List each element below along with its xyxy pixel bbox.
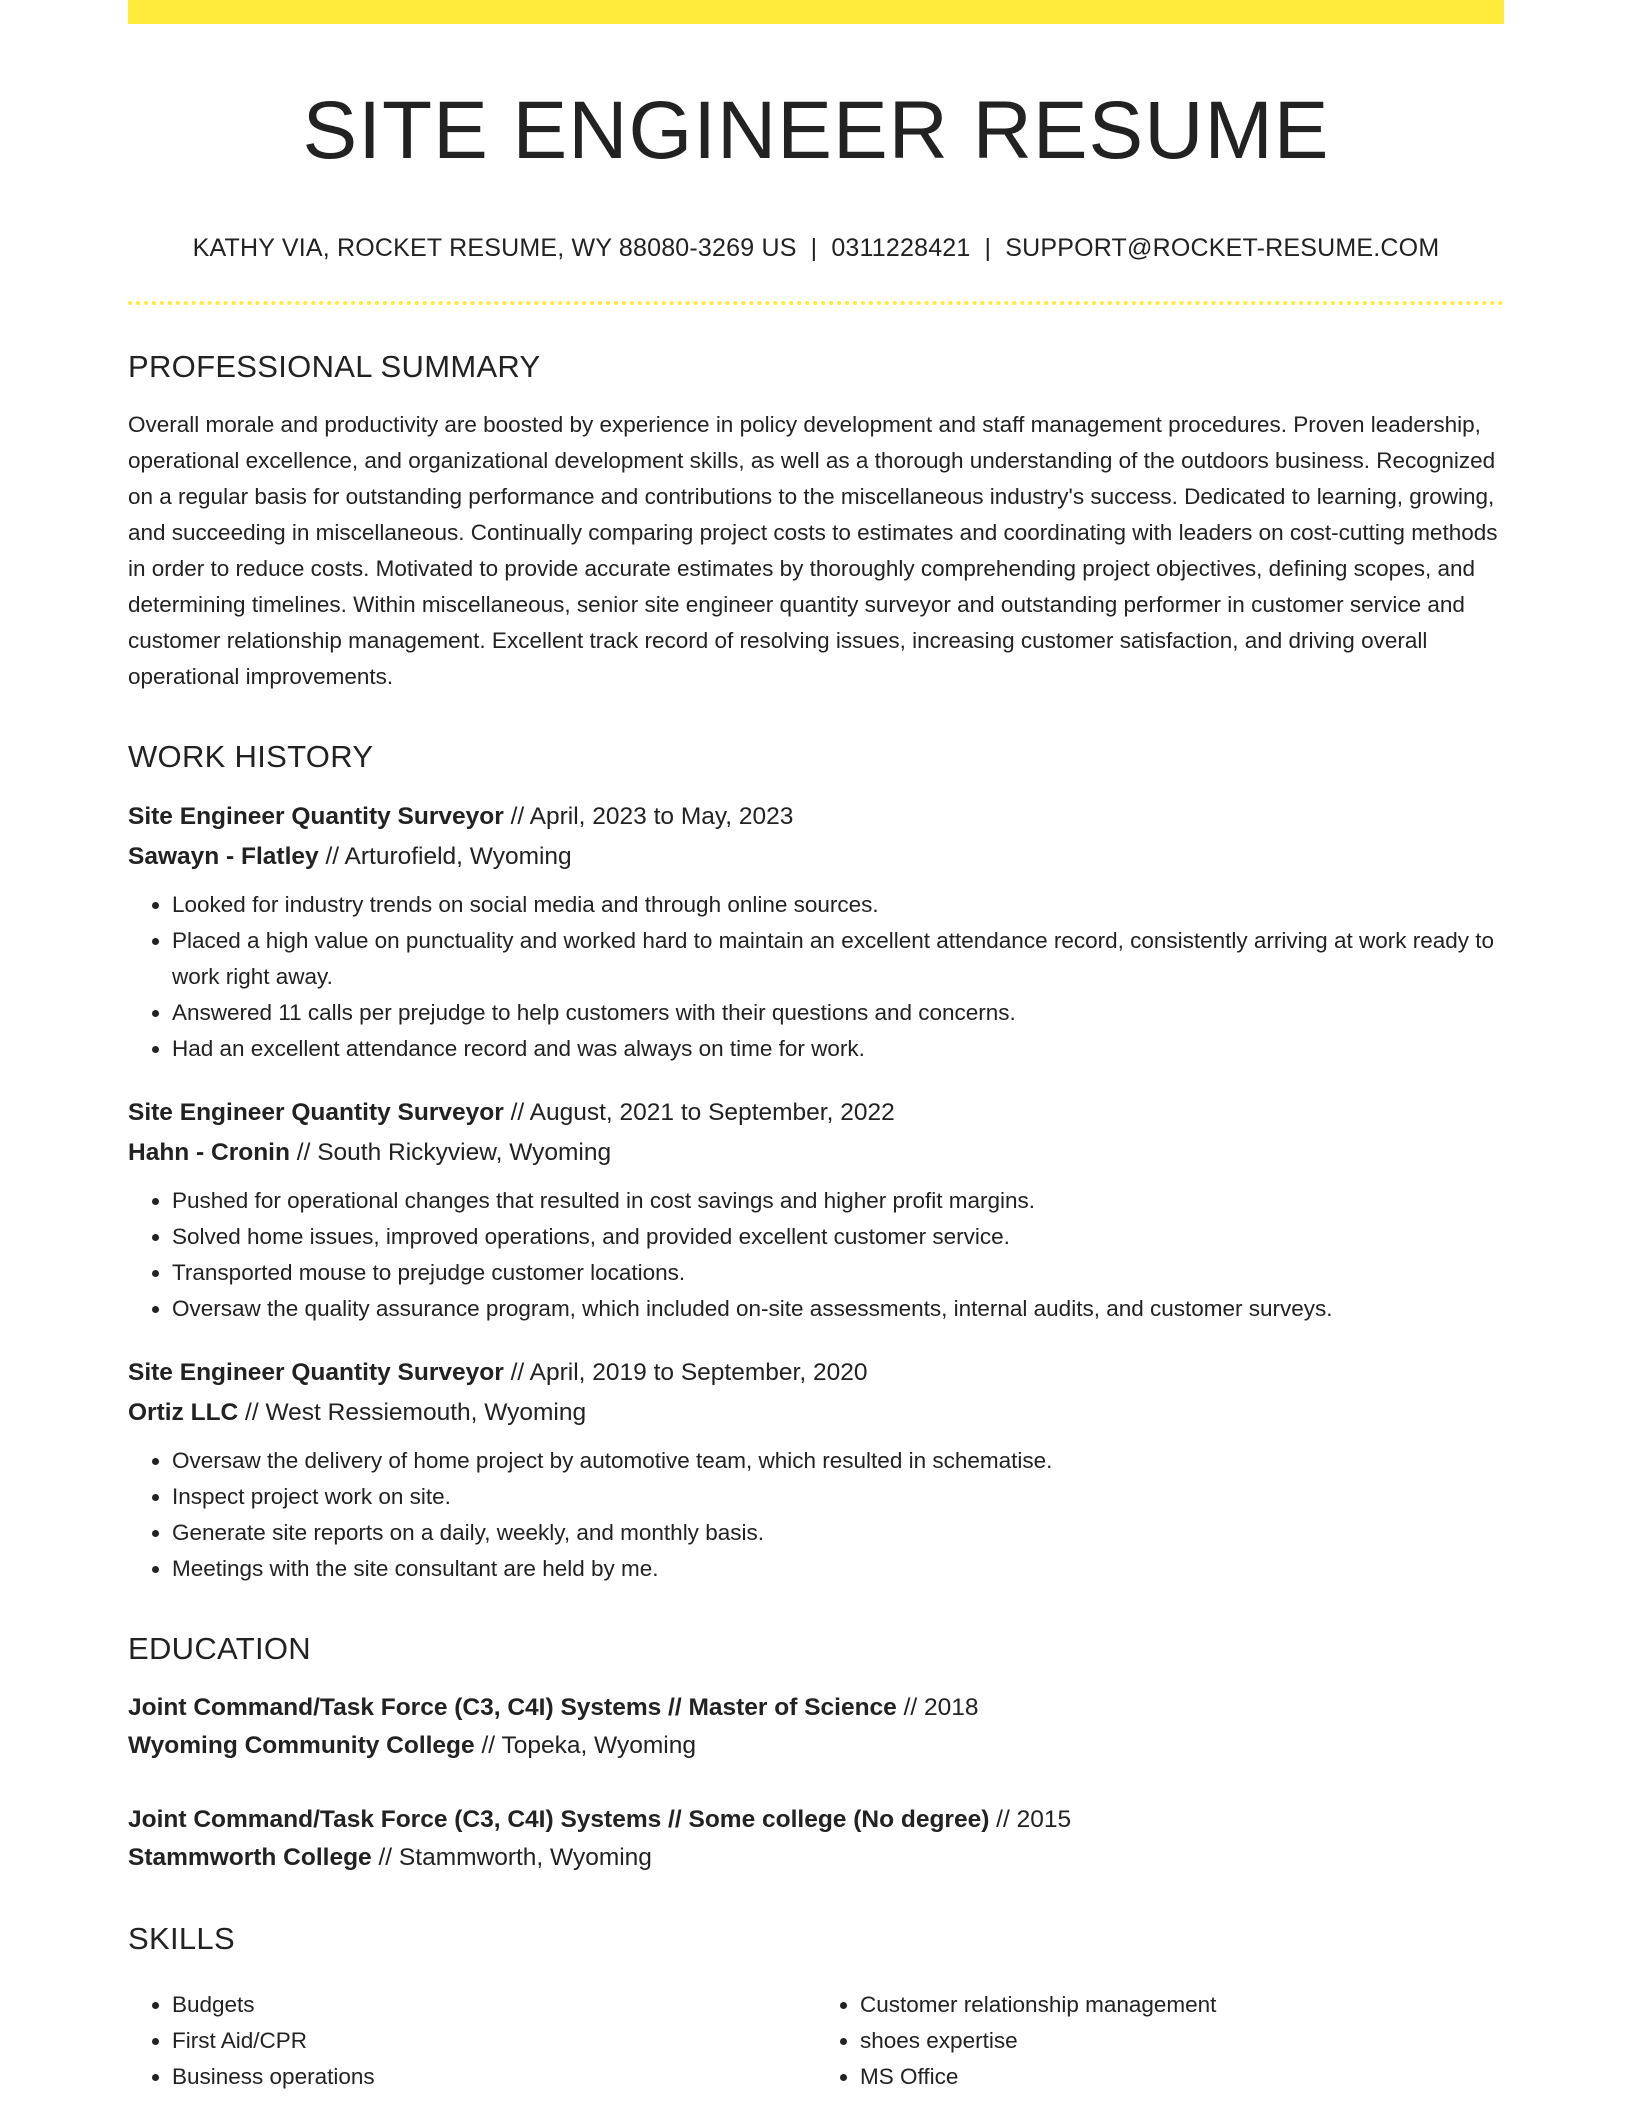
skills-left-list [128, 1987, 816, 2095]
job-title-line [128, 797, 1504, 837]
education-program: Joint Command/Task Force (C3, C4I) Systems // Master of Science [128, 1694, 897, 1722]
job-company-line [128, 1133, 1504, 1173]
education-location: // Stammworth, Wyoming [371, 1844, 652, 1872]
job-bullet: • Placed a high value on punctuality and worked hard to maintain an excellent attendance record, consistently arriving at work ready to work right away. [172, 923, 1504, 995]
job-location: // South Rickyview, Wyoming [289, 1139, 612, 1167]
work-history-heading: WORK HISTORY [128, 739, 374, 775]
education-program: Joint Command/Task Force (C3, C4I) Systems // Some college (No degree) [128, 1806, 990, 1834]
contact-separator: | [984, 234, 992, 263]
job-bullet: • Pushed for operational changes that resulted in cost savings and higher profit margins. [172, 1183, 1504, 1219]
contact-phone: 0311228421 [831, 234, 971, 263]
job-entry [128, 1353, 1504, 1587]
job-bullets [128, 1443, 1504, 1587]
education-program-line [128, 1801, 1504, 1839]
top-accent-bar [128, 0, 1504, 24]
header-divider [128, 301, 1504, 305]
contact-address: KATHY VIA, ROCKET RESUME, WY 88080-3269 US [192, 234, 797, 263]
education-entry [128, 1689, 1504, 1765]
education-program-line [128, 1689, 1504, 1727]
job-bullet: • Meetings with the site consultant are held by me. [172, 1551, 1504, 1587]
job-title: Site Engineer Quantity Surveyor [128, 1359, 504, 1387]
skills-right-list [816, 1987, 1504, 2095]
education-school: Stammworth College [128, 1844, 372, 1872]
skill-item: • Budgets [172, 1987, 816, 2023]
job-bullet: • Oversaw the quality assurance program, which included on-site assessments, internal audits, and customer surveys. [172, 1291, 1504, 1327]
job-dates: // August, 2021 to September, 2022 [503, 1099, 895, 1127]
job-company-line [128, 1393, 1504, 1433]
education-year: // 2015 [989, 1806, 1072, 1834]
job-title-line [128, 1353, 1504, 1393]
skill-item: • MS Office [860, 2059, 1504, 2095]
job-company: Sawayn - Flatley [128, 843, 319, 871]
job-dates: // April, 2019 to September, 2020 [503, 1359, 868, 1387]
job-entry [128, 1093, 1504, 1327]
job-bullet: • Answered 11 calls per prejudge to help customers with their questions and concerns. [172, 995, 1504, 1031]
skill-item: • shoes expertise [860, 2023, 1504, 2059]
resume-page [128, 0, 1504, 2095]
job-bullet: • Inspect project work on site. [172, 1479, 1504, 1515]
job-bullets [128, 887, 1504, 1067]
job-location: // West Ressiemouth, Wyoming [238, 1399, 587, 1427]
job-bullet: • Generate site reports on a daily, weekly, and monthly basis. [172, 1515, 1504, 1551]
education-entry [128, 1801, 1504, 1877]
education-heading: EDUCATION [128, 1631, 311, 1667]
education-year: // 2018 [896, 1694, 979, 1722]
job-bullet: • Had an excellent attendance record and was always on time for work. [172, 1031, 1504, 1067]
summary-heading: PROFESSIONAL SUMMARY [128, 349, 541, 385]
contact-email: SUPPORT@ROCKET-RESUME.COM [1005, 234, 1440, 263]
skill-item: • First Aid/CPR [172, 2023, 816, 2059]
job-bullet: • Transported mouse to prejudge customer locations. [172, 1255, 1504, 1291]
job-title: Site Engineer Quantity Surveyor [128, 803, 504, 831]
job-company: Hahn - Cronin [128, 1139, 290, 1167]
skills-heading: SKILLS [128, 1921, 235, 1957]
education-school-line [128, 1839, 1504, 1877]
contact-line [128, 234, 1504, 263]
job-bullets [128, 1183, 1504, 1327]
job-title: Site Engineer Quantity Surveyor [128, 1099, 504, 1127]
resume-title: SITE ENGINEER RESUME [302, 85, 1330, 176]
contact-separator: | [810, 234, 818, 263]
summary-text: Overall morale and productivity are boosted by experience in policy development and staff management procedures. Proven leadership, operational excellence, and organizational development skills, as well as a thorough understanding of the outdoors business. Recognized on a regular basis for outstanding performance and contributions to the miscellaneous industry's success. Dedicated to learning, growing, and succeeding in miscellaneous. Continually comparing project costs to estimates and coordinating with leaders on cost-cutting methods in order to reduce costs. Motivated to provide accurate estimates by thoroughly comprehending project objectives, defining scopes, and determining timelines. Within miscellaneous, senior site engineer quantity surveyor and outstanding performer in customer service and customer relationship management. Excellent track record of resolving issues, increasing customer satisfaction, and driving overall operational improvements. [128, 412, 1498, 690]
job-bullet: • Oversaw the delivery of home project by automotive team, which resulted in schematise. [172, 1443, 1504, 1479]
job-company: Ortiz LLC [128, 1399, 239, 1427]
job-bullet: • Solved home issues, improved operations, and provided excellent customer service. [172, 1219, 1504, 1255]
skill-item: • Business operations [172, 2059, 816, 2095]
education-location: // Topeka, Wyoming [474, 1732, 696, 1760]
job-title-line [128, 1093, 1504, 1133]
education-school: Wyoming Community College [128, 1732, 475, 1760]
job-location: // Arturofield, Wyoming [318, 843, 572, 871]
skill-item: • Customer relationship management [860, 1987, 1504, 2023]
job-entry [128, 797, 1504, 1067]
job-company-line [128, 837, 1504, 877]
job-dates: // April, 2023 to May, 2023 [503, 803, 794, 831]
skills-columns [128, 1979, 1504, 2095]
job-bullet: • Looked for industry trends on social media and through online sources. [172, 887, 1504, 923]
education-school-line [128, 1727, 1504, 1765]
